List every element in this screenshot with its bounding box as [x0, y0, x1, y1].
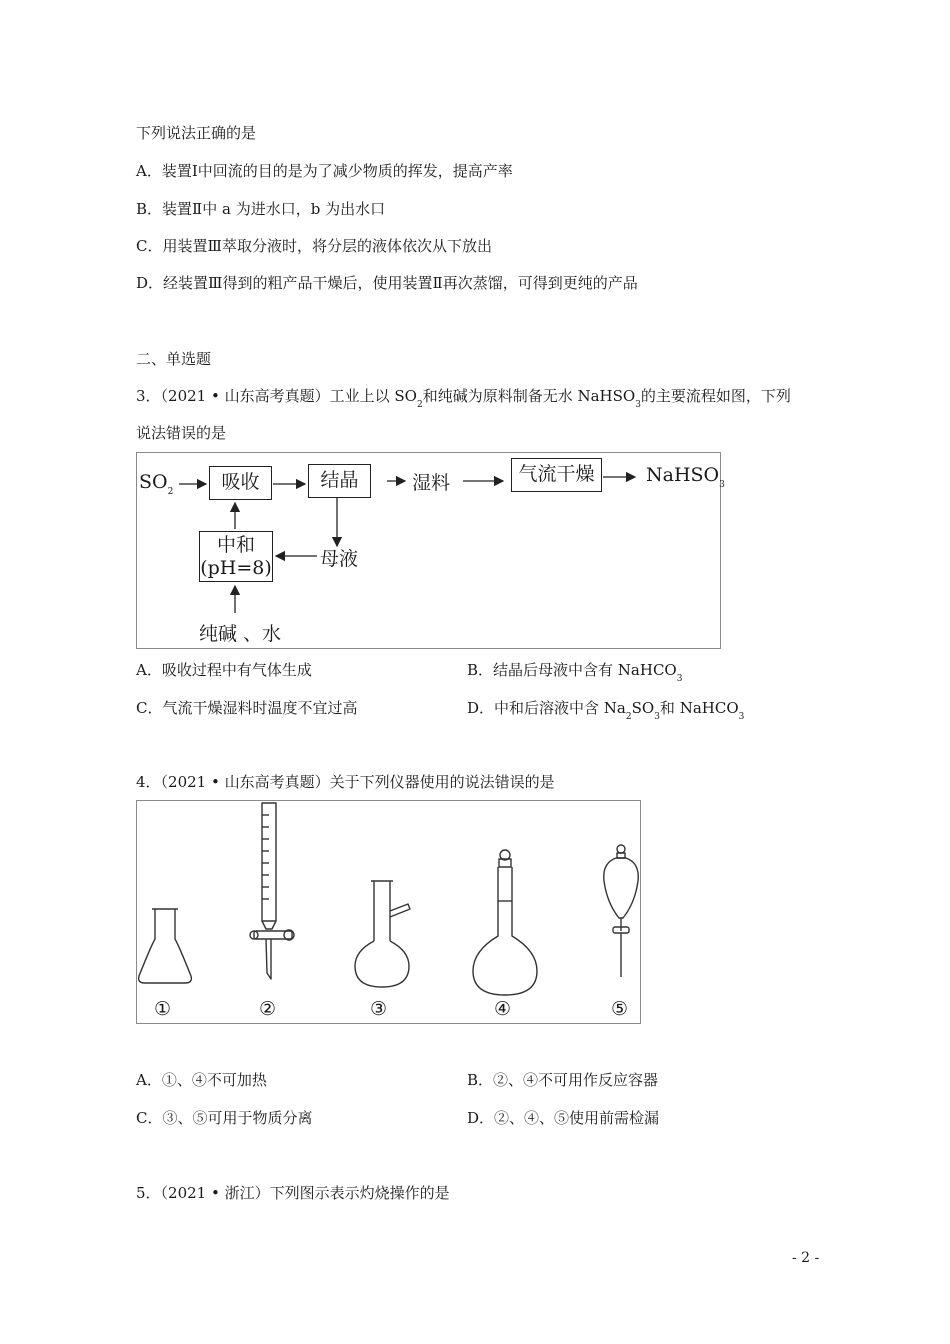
label-2: ②: [259, 998, 277, 1020]
q4-stem: 4．（2021 • 山东高考真题）关于下列仪器使用的说法错误的是: [136, 773, 555, 791]
label-1: ①: [154, 998, 172, 1020]
flow-product: NaHSO$_3$: [646, 464, 725, 490]
label-4: ④: [494, 998, 512, 1020]
q4-option-a: A．①、④不可加热: [136, 1071, 267, 1089]
q3-flowchart: [136, 452, 725, 649]
apparatus-drawings: [137, 801, 640, 1023]
q3-option-a: A．吸收过程中有气体生成: [136, 661, 312, 679]
flow-crystallize-box: 结晶: [308, 464, 371, 498]
q3-option-b: B．结晶后母液中含有 NaHCO$_3$: [467, 661, 683, 684]
q2-option-d: D．经装置Ⅲ得到的粗产品干燥后，使用装置Ⅱ再次蒸馏，可得到更纯的产品: [136, 274, 638, 292]
flow-feed: 纯碱 、水: [199, 623, 282, 645]
distillation-flask-icon: [355, 881, 410, 987]
q2-option-c: C．用装置Ⅲ萃取分液时，将分层的液体依次从下放出: [136, 237, 492, 255]
flow-absorb-box: 吸收: [209, 466, 272, 500]
q3-option-c: C．气流干燥湿料时温度不宜过高: [136, 699, 358, 717]
q3-stem-line2: 说法错误的是: [136, 424, 227, 442]
q2-option-a: A．装置Ⅰ中回流的目的是为了减少物质的挥发，提高产率: [136, 162, 513, 180]
q3-option-d: D．中和后溶液中含 $Na_2SO_3$和 NaHCO$_3$: [467, 699, 745, 722]
q5-stem: 5．（2021 • 浙江）下列图示表示灼烧操作的是: [136, 1184, 450, 1202]
q3-stem: 3．（2021 • 山东高考真题）工业上以 $SO_2$和纯碱为原料制备无水 NaHSO$_3$的主要流程如图，下列: [136, 387, 791, 410]
label-3: ③: [370, 998, 388, 1020]
flow-wet-material: 湿料: [412, 472, 451, 494]
q4-option-b: B．②、④不可用作反应容器: [467, 1071, 659, 1089]
separatory-funnel-icon: [604, 845, 639, 977]
section-heading: 二、单选题: [136, 350, 212, 368]
flow-mother-liquor: 母液: [320, 548, 359, 570]
q2-option-b: B．装置Ⅱ中 a 为进水口，b 为出水口: [136, 200, 386, 218]
page-number: - 2 -: [792, 1250, 820, 1266]
flow-dry-box: 气流干燥: [511, 458, 602, 492]
burette-icon: [250, 803, 294, 979]
flow-neutralize-box: 中和 (pH=8): [199, 531, 273, 582]
conical-flask-icon: [139, 909, 192, 983]
q4-option-c: C．③、⑤可用于物质分离: [136, 1109, 313, 1127]
q2-stem-tail: 下列说法正确的是: [136, 124, 257, 142]
volumetric-flask-icon: [473, 850, 537, 995]
q4-apparatus-figure: [136, 800, 641, 1024]
q4-option-d: D．②、④、⑤使用前需检漏: [467, 1109, 660, 1127]
label-5: ⑤: [611, 998, 629, 1020]
flow-input-so2: $SO_2$: [139, 471, 174, 497]
